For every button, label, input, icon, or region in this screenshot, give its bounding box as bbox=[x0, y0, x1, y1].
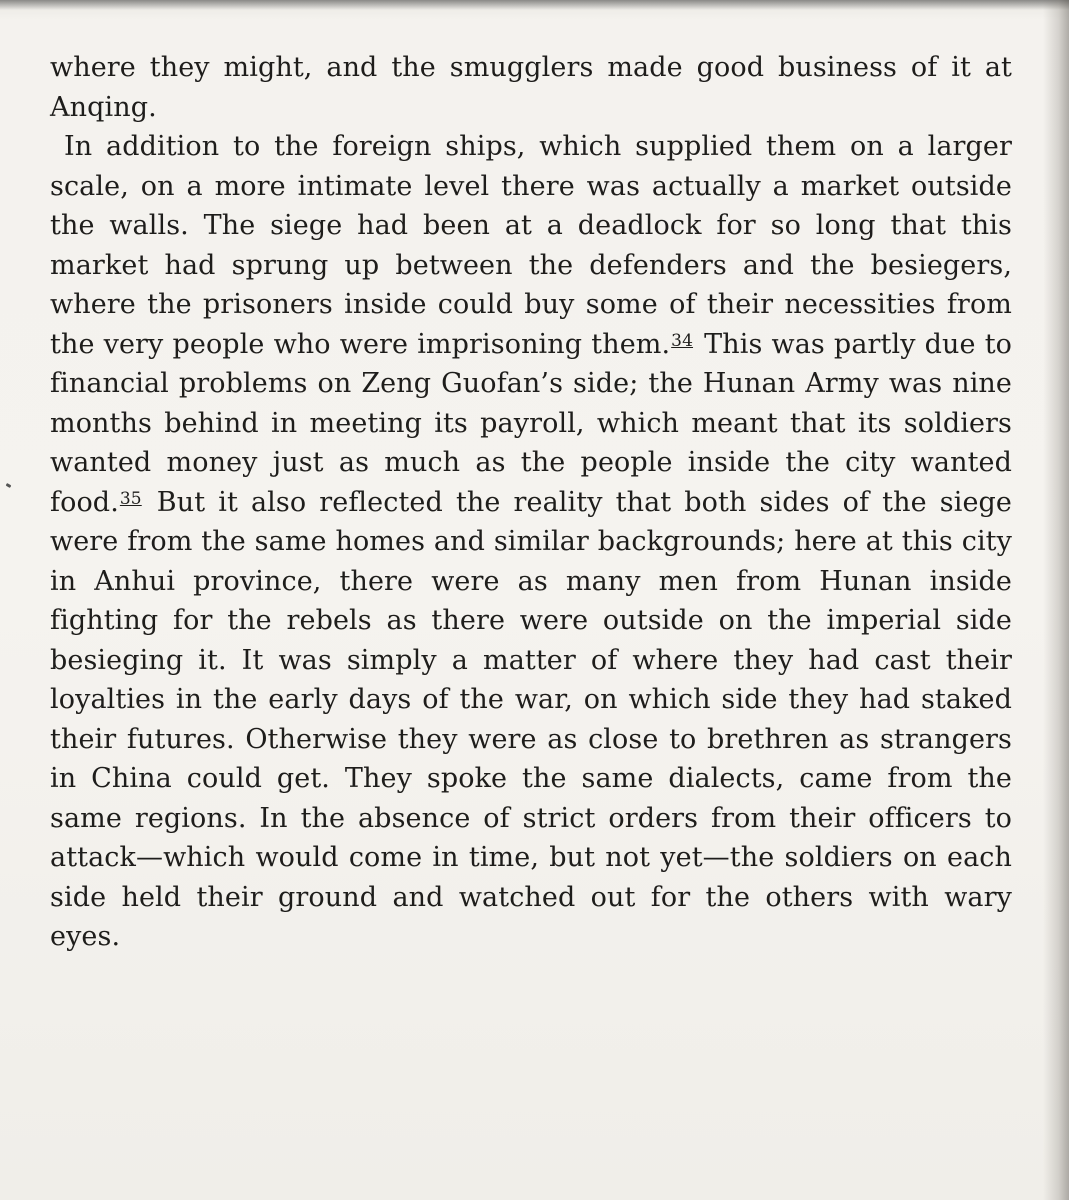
footnote-ref-35[interactable]: 35 bbox=[119, 488, 142, 509]
page-top-edge bbox=[0, 0, 1069, 10]
spine-shadow bbox=[1043, 0, 1069, 1200]
margin-speck bbox=[6, 483, 12, 488]
paragraph-main bbox=[50, 127, 1012, 957]
paragraph-1-text: where they might, and the smugglers made good business of it at Anqing. bbox=[50, 52, 1012, 123]
paragraph-2-text-2: This was partly due to financial problems on Zeng Guofan’s side; the Hunan Army was nine months behind in meeting its payroll, which meant that its soldiers wanted money just as much as the people inside the city wanted food. bbox=[50, 328, 1012, 518]
footnote-ref-34[interactable]: 34 bbox=[671, 330, 694, 351]
paragraph-2-text-3: But it also reflected the reality that both sides of the siege were from the same homes and similar backgrounds; here at this city in Anhui province, there were as many men from Hunan inside fighting for the rebels as there were outside on the imperial side besieging it. It was simply a matter of where they had cast their loyalties in the early days of the war, on which side they had staked their futures. Otherwise they were as close to brethren as strangers in China could get. They spoke the same dialects, came from the same regions. In the absence of strict orders from their officers to attack—which would come in time, but not yet—the soldiers on each side held their ground and watched out for the others with wary eyes. bbox=[50, 486, 1012, 952]
paragraph-continuation bbox=[50, 48, 1012, 127]
body-text bbox=[50, 48, 1012, 957]
paragraph-2-text-1: In addition to the foreign ships, which supplied them on a larger scale, on a more intimate level there was actually a market outside the walls. The siege had been at a deadlock for so long that this market had sprung up between the defenders and the besiegers, where the prisoners inside could buy some of their necessities from the very people who were imprisoning them. bbox=[50, 131, 1012, 360]
